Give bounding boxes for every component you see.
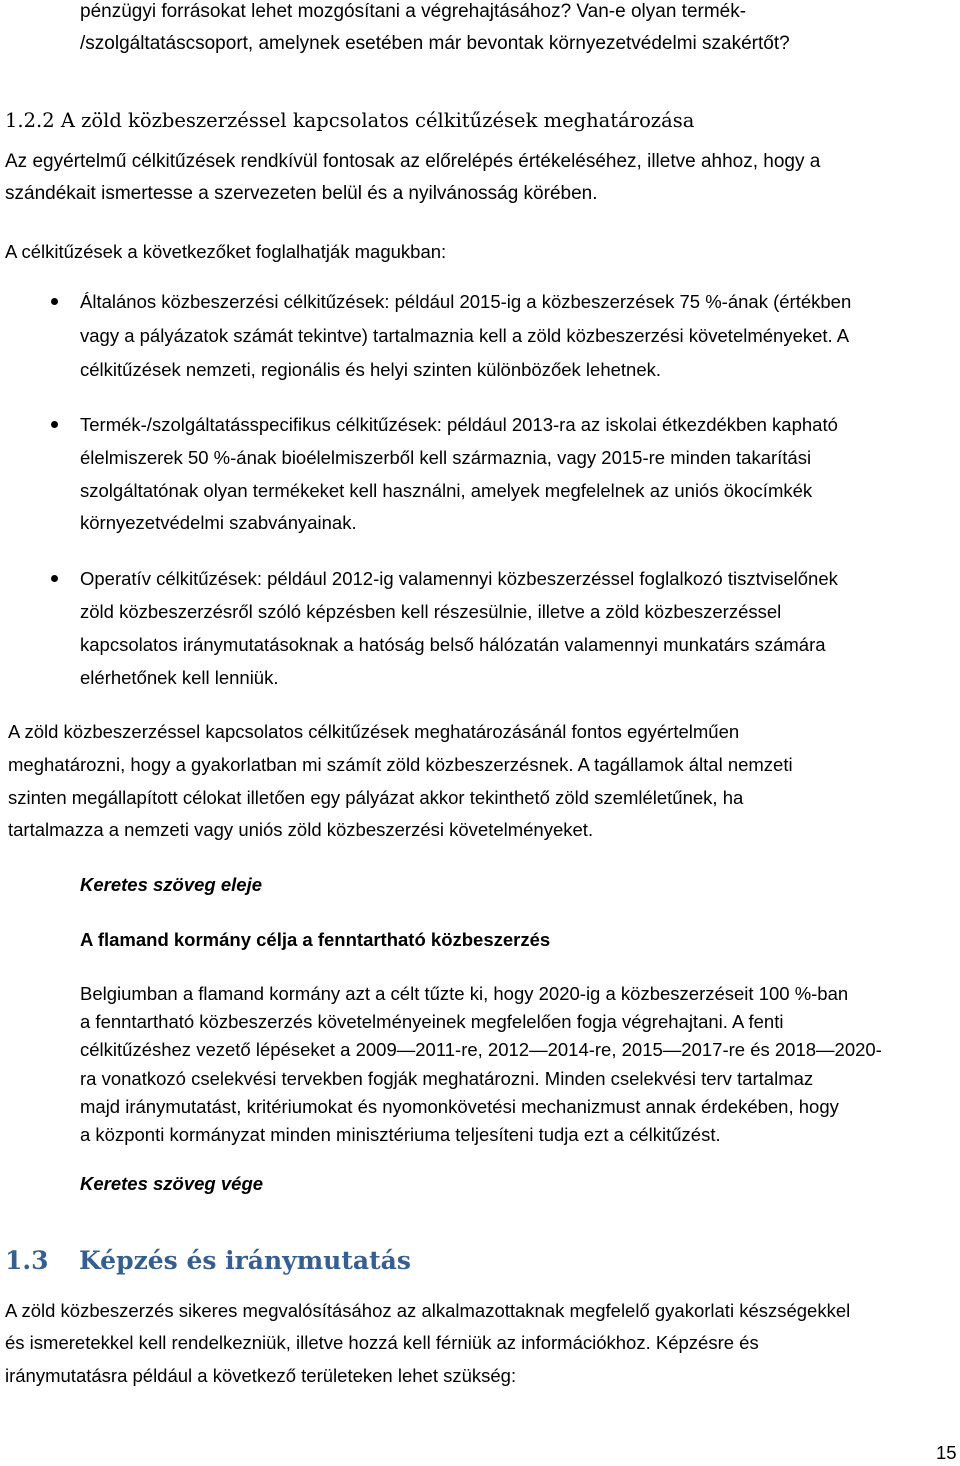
bullet-3-line: kapcsolatos iránymutatásoknak a hatóság belső hálózatán valamennyi munkatárs számára: [80, 634, 826, 655]
box-line: a fenntartható közbeszerzés követelményeinek megfelelően fogja végrehajtani. A fenti: [80, 1011, 784, 1032]
paragraph-line: A zöld közbeszerzéssel kapcsolatos célkitűzések meghatározásánál fontos egyértelműen: [8, 721, 740, 742]
bullet-3-line: Operatív célkitűzések: például 2012-ig valamennyi közbeszerzéssel foglalkozó tisztviselőnek: [80, 568, 838, 589]
box-line: a központi kormányzat minden minisztériuma teljesíteni tudja ezt a célkitűzést.: [80, 1124, 721, 1145]
paragraph-line: A célkitűzések a következőket foglalhatják magukban:: [5, 241, 447, 262]
intro-line-1: pénzügyi forrásokat lehet mozgósítani a végrehajtásához? Van-e olyan termék-: [80, 1, 747, 22]
bullet-2-line: élelmiszerek 50 %-ának bioélelmiszerből kell származnia, vagy 2015-re minden takarítási: [80, 447, 812, 468]
box-end-label: Keretes szöveg vége: [80, 1173, 264, 1194]
bullet-2-line: Termék-/szolgáltatásspecifikus célkitűzések: például 2013-ra az iskolai étkezdékben kapható: [80, 414, 838, 435]
bullet-3-line: zöld közbeszerzésről szóló képzésben kell részesülnie, illetve a zöld közbeszerzéssel: [80, 601, 782, 622]
bullet-1-line: Általános közbeszerzési célkitűzések: például 2015-ig a közbeszerzések 75 %-ának (értékben: [80, 291, 852, 312]
intro-line-2: /szolgáltatáscsoport, amelynek esetében már bevontak környezetvédelmi szakértőt?: [80, 33, 790, 54]
box-start-label: Keretes szöveg eleje: [80, 874, 263, 895]
bullet-1-line: vagy a pályázatok számát tekintve) tartalmaznia kell a zöld közbeszerzési követelményeket. A: [80, 325, 850, 346]
box-line: ra vonatkozó cselekvési tervekben fogják meghatározni. Minden cselekvési terv tartalmaz: [80, 1068, 814, 1089]
paragraph-line: A zöld közbeszerzés sikeres megvalósításához az alkalmazottaknak megfelelő gyakorlati készségekkel: [5, 1300, 851, 1321]
box-line: célkitűzéshez vezető lépéseket a 2009―2011-re, 2012―2014-re, 2015―2017-re és 2018―2020-: [80, 1039, 882, 1060]
box-title: A flamand kormány célja a fenntartható közbeszerzés: [80, 929, 551, 950]
section-heading-1-2-2: 1.2.2 A zöld közbeszerzéssel kapcsolatos célkitűzések meghatározása: [5, 109, 695, 132]
paragraph-line: tartalmazza a nemzeti vagy uniós zöld közbeszerzési követelményeket.: [8, 819, 594, 840]
paragraph-line: Az egyértelmű célkitűzések rendkívül fontosak az előrelépés értékeléséhez, illetve ahhoz, hogy a: [5, 151, 821, 172]
paragraph-line: meghatározni, hogy a gyakorlatban mi számít zöld közbeszerzésnek. A tagállamok által nemzeti: [8, 754, 793, 775]
section-number-1-3: 1.3: [5, 1246, 49, 1275]
box-line: majd iránymutatást, kritériumokat és nyomonkövetési mechanizmust annak érdekében, hogy: [80, 1096, 839, 1117]
bullet-icon: [51, 298, 58, 305]
bullet-2-line: szolgáltatónak olyan termékeket kell használni, amelyek megfelelnek az uniós ökocímkék: [80, 480, 813, 501]
bullet-1-line: célkitűzések nemzeti, regionális és helyi szinten különbözőek lehetnek.: [80, 359, 662, 380]
bullet-2-line: környezetvédelmi szabványainak.: [80, 512, 357, 533]
page-number: 15: [936, 1442, 957, 1463]
bullet-icon: [51, 421, 58, 428]
box-line: Belgiumban a flamand kormány azt a célt tűzte ki, hogy 2020-ig a közbeszerzéseit 100 %-ban: [80, 983, 849, 1004]
bullet-icon: [51, 575, 58, 582]
paragraph-line: és ismeretekkel kell rendelkezniük, illetve hozzá kell férniük az információkhoz. Képzésre és: [5, 1332, 759, 1353]
paragraph-line: szándékait ismertesse a szervezeten belül és a nyilvánosság körében.: [5, 183, 598, 204]
paragraph-line: szinten megállapított célokat illetően egy pályázat akkor tekinthető zöld szemléletűnek, ha: [8, 787, 744, 808]
bullet-3-line: elérhetőnek kell lenniük.: [80, 667, 279, 688]
section-title-1-3: Képzés és iránymutatás: [79, 1246, 411, 1275]
paragraph-line: iránymutatásra például a következő területeken lehet szükség:: [5, 1365, 517, 1386]
